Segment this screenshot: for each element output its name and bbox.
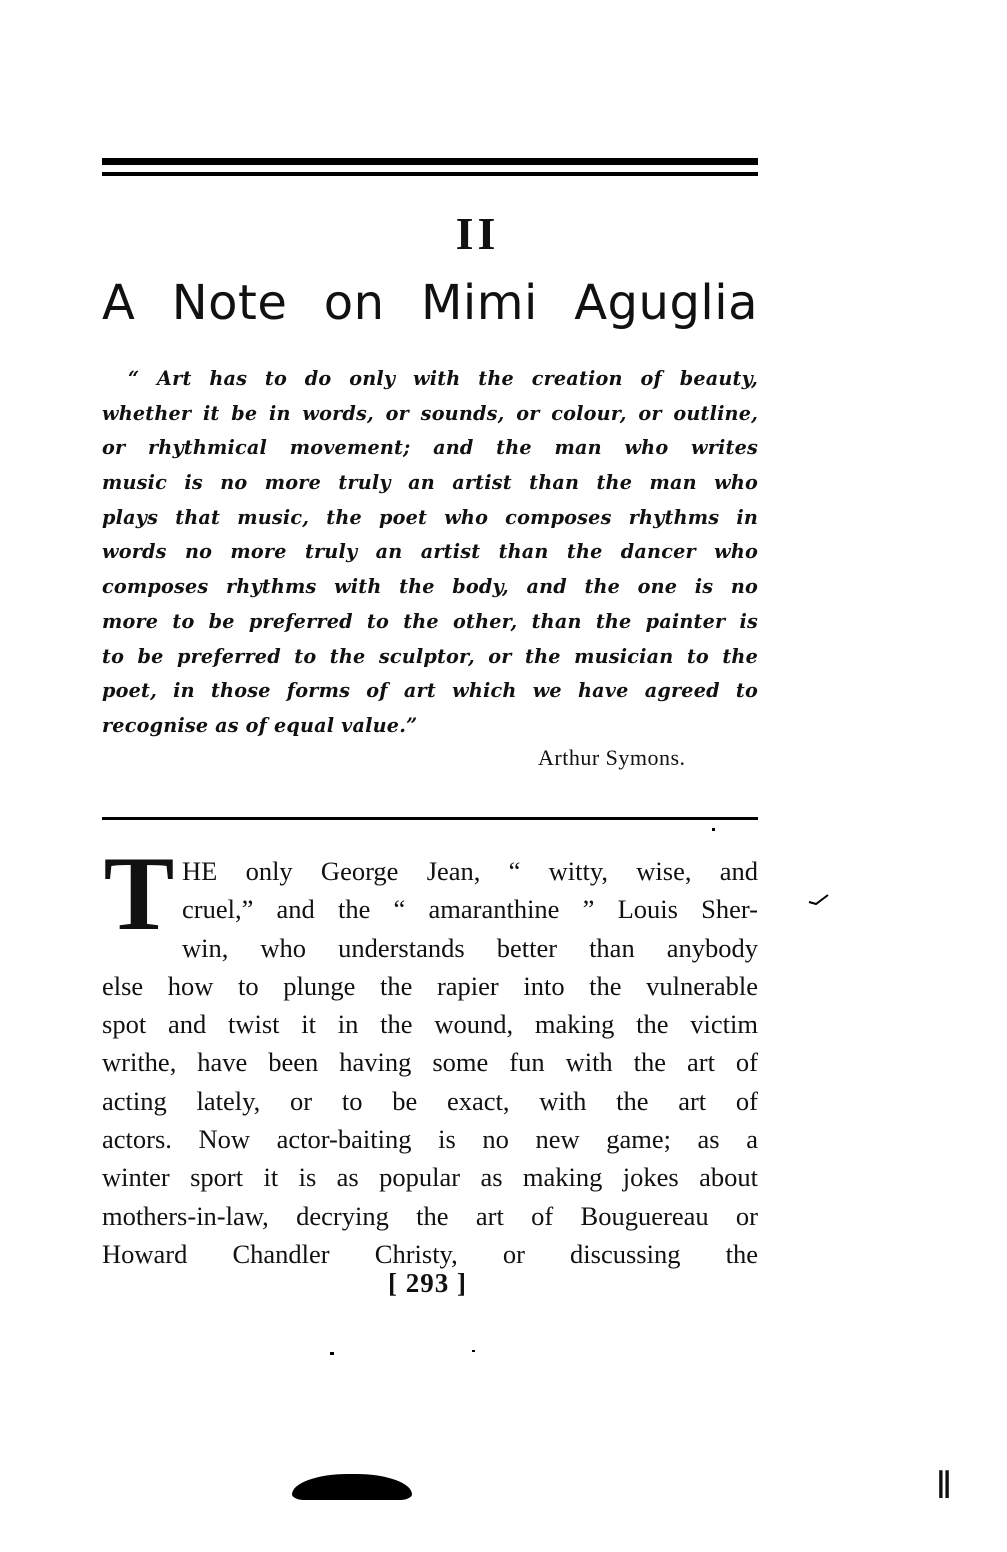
chapter-title: A Note on Mimi Aguglia <box>102 275 758 331</box>
margin-mark: ∥ <box>936 1468 952 1503</box>
body-line: acting lately, or to be exact, with the art of <box>102 1085 758 1116</box>
pencil-tick-mark <box>808 892 830 906</box>
print-speck <box>330 1352 334 1355</box>
body-line: cruel,” and the “ amaranthine ” Louis Sher- <box>182 894 758 925</box>
epigraph-attribution: Arthur Symons. <box>538 745 686 770</box>
body-line: mothers-in-law, decrying the art of Bouguereau or <box>102 1200 758 1231</box>
body-text <box>102 835 758 1273</box>
section-rule <box>102 817 758 820</box>
top-rule-thin <box>102 172 758 176</box>
page-number: [ 293 ] <box>388 1268 467 1298</box>
epigraph-line: “ Art has to do only with the creation of beauty, <box>128 367 758 390</box>
epigraph-line: plays that music, the poet who composes rhythms in <box>102 505 758 529</box>
body-line: HE only George Jean, “ witty, wise, and <box>182 856 758 886</box>
body-line: spot and twist it in the wound, making the victim <box>102 1009 758 1040</box>
epigraph-line: recognise as of equal value.” <box>102 713 418 737</box>
epigraph-line: composes rhythms with the body, and the one is no <box>102 575 758 599</box>
epigraph-line: words no more truly an artist than the dancer who <box>102 540 758 564</box>
epigraph <box>102 362 758 744</box>
epigraph-line: music is no more truly an artist than the man who <box>102 471 758 495</box>
print-speck <box>712 828 715 831</box>
epigraph-line: or rhythmical movement; and the man who writes <box>102 436 758 460</box>
top-rule-thick <box>102 158 758 165</box>
epigraph-line: to be preferred to the sculptor, or the musician to the <box>102 644 758 668</box>
epigraph-line: whether it be in words, or sounds, or colour, or outline, <box>102 401 758 425</box>
body-line: winter sport it is as popular as making jokes about <box>102 1162 758 1193</box>
print-speck <box>472 1350 475 1352</box>
epigraph-line: more to be preferred to the other, than the painter is <box>102 609 758 633</box>
body-line: writhe, have been having some fun with the art of <box>102 1047 758 1078</box>
body-line: else how to plunge the rapier into the vulnerable <box>102 970 758 1001</box>
epigraph-line: poet, in those forms of art which we have agreed to <box>102 679 758 703</box>
body-line: win, who understands better than anybody <box>182 932 758 963</box>
drop-cap: T <box>103 835 175 952</box>
chapter-number: II <box>455 208 500 259</box>
ink-blot <box>292 1474 412 1500</box>
body-line: Howard Chandler Christy, or discussing the <box>102 1238 758 1269</box>
body-line: actors. Now actor-baiting is no new game; as a <box>102 1124 758 1155</box>
